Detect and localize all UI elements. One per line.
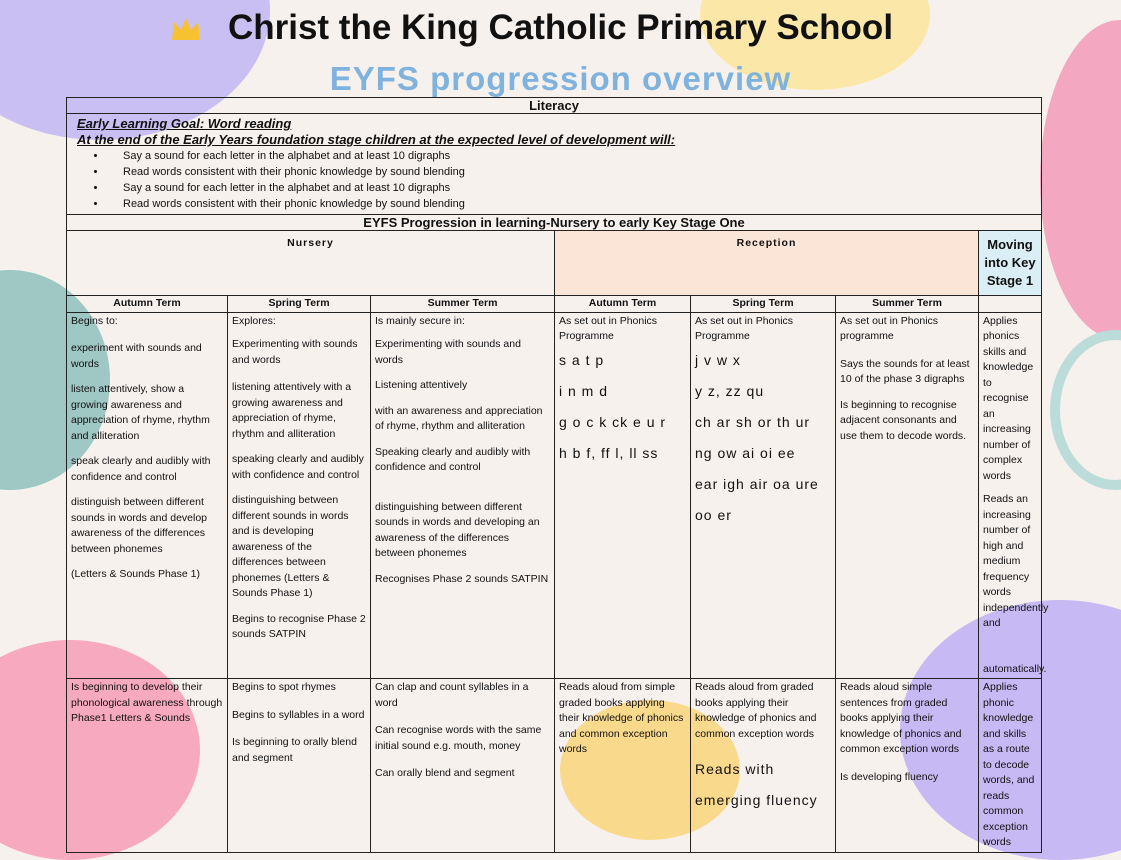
cell-text: experiment with sounds and words: [71, 342, 202, 370]
goal-heading: Early Learning Goal: Word reading: [77, 116, 292, 131]
progression-heading: EYFS Progression in learning-Nursery to early Key Stage One: [67, 215, 1042, 231]
term-header: Autumn Term: [555, 296, 691, 313]
progression-row-2: [67, 679, 1042, 853]
cell-text: ear igh air oa ure: [695, 475, 819, 492]
progression-cell: [691, 679, 836, 853]
progression-cell: [555, 679, 691, 853]
cell-text: Reads aloud from simple graded books applying their knowledge of phonics and common exception words: [559, 681, 684, 755]
cell-text: g o c k ck e u r: [559, 413, 667, 430]
cell-text: ch ar sh or th ur: [695, 413, 811, 430]
term-header: Spring Term: [228, 296, 371, 313]
progression-table: [66, 97, 1049, 853]
cell-text: Can clap and count syllables in a word: [375, 681, 529, 709]
cell-text: distinguish between different sounds in words and develop awareness of the differences between phonemes: [71, 496, 208, 555]
progression-cell: [979, 312, 1049, 679]
progression-table-container: [66, 97, 1049, 853]
cell-text: y z, zz qu: [695, 382, 765, 399]
cell-text: j v w x: [695, 351, 741, 368]
progression-cell: [67, 679, 228, 853]
cell-text: Speaking clearly and audibly with confidence and control: [375, 445, 531, 473]
term-header: Autumn Term: [67, 296, 228, 313]
cell-text: As set out in Phonics Programme: [695, 314, 794, 342]
goal-section: [67, 114, 1042, 215]
cell-text: Applies phonic knowledge and skills as a route to decode words, and reads common exception words: [983, 681, 1035, 848]
cell-text: (Letters & Sounds Phase 1): [71, 568, 200, 580]
cell-text: with an awareness and appreciation of rhyme, rhythm and alliteration: [375, 404, 543, 432]
cell-text: listening attentively with a growing awareness and appreciation of rhyme, rhythm and alliteration: [232, 381, 352, 440]
cell-text: i n m d: [559, 382, 609, 399]
cell-text: Reads with emerging fluency: [695, 761, 818, 808]
progression-cell: [67, 312, 228, 679]
term-header-blank: [979, 296, 1042, 313]
progression-cell: [979, 679, 1042, 853]
progression-cell: [228, 312, 371, 679]
stage-reception: Reception: [555, 231, 979, 296]
goal-bullet-list: [77, 148, 1031, 212]
cell-text: distinguishing between different sounds in words and is developing awareness of the differences between phonemes (Letters & Sounds Phase 1): [232, 494, 349, 599]
page-title: Christ the King Catholic Primary School: [227, 8, 894, 47]
cell-text: Begins to spot rhymes: [232, 681, 336, 693]
cell-text: s a t p: [559, 351, 605, 368]
cell-text: Recognises Phase 2 sounds SATPIN: [375, 572, 549, 585]
cell-text: Can orally blend and segment: [375, 767, 515, 779]
cell-text: h b f, ff l, ll ss: [559, 444, 659, 461]
term-header-row: [67, 296, 1042, 313]
progression-cell: [371, 679, 555, 853]
progression-cell: [836, 679, 979, 853]
goal-bullet: • Say a sound for each letter in the alphabet and at least 10 digraphs: [107, 148, 1031, 164]
progression-cell: [228, 679, 371, 853]
cell-text: Experimenting with sounds and words: [375, 338, 521, 366]
cell-text: speaking clearly and audibly with confidence and control: [232, 453, 364, 481]
term-header: Summer Term: [371, 296, 555, 313]
goal-bullet: • Read words consistent with their phonic knowledge by sound blending: [107, 196, 1031, 212]
goal-bullet: • Read words consistent with their phonic knowledge by sound blending: [107, 164, 1031, 180]
term-header: Spring Term: [691, 296, 836, 313]
progression-cell: [555, 312, 691, 679]
cell-text: Listening attentively: [375, 379, 468, 391]
cell-text: Reads an increasing number of high and medium frequency words independently and: [983, 493, 1049, 629]
progression-cell: [691, 312, 836, 679]
page-subtitle: EYFS progression overview: [329, 60, 792, 97]
cell-text: Experimenting with sounds and words: [232, 338, 358, 366]
cell-text: Explores:: [232, 314, 276, 327]
cell-text: Applies phonics skills and knowledge to recognise an increasing number of complex words: [983, 314, 1034, 482]
cell-text: ng ow ai oi ee: [695, 444, 796, 461]
cell-text: Begins to:: [71, 314, 118, 327]
cell-text: Is developing fluency: [840, 770, 939, 783]
cell-text: Can recognise words with the same initial sound e.g. mouth, money: [375, 724, 542, 752]
cell-text: listen attentively, show a growing awareness and appreciation of rhyme, rhythm and alliteration: [71, 383, 210, 442]
stage-nursery: Nursery: [67, 231, 555, 296]
cell-text: Is beginning to develop their phonological awareness through Phase1 Letters & Sounds: [71, 681, 223, 724]
progression-row-1: [67, 312, 1042, 679]
cell-text: Reads aloud from graded books applying their knowledge of phonics and common exception words: [695, 681, 817, 740]
cell-text: oo er: [695, 506, 732, 523]
progression-cell: [836, 312, 979, 679]
cell-text: Is beginning to orally blend and segment: [232, 736, 357, 764]
cell-text: As set out in Phonics programme: [840, 314, 939, 342]
cell-text: Is mainly secure in:: [375, 314, 465, 327]
goal-bullet: • Say a sound for each letter in the alphabet and at least 10 digraphs: [107, 180, 1031, 196]
cell-text: Says the sounds for at least 10 of the phase 3 digraphs: [840, 357, 970, 385]
goal-intro: At the end of the Early Years foundation stage children at the expected level of development will:: [77, 132, 676, 147]
progression-cell: [371, 312, 555, 679]
cell-text: Reads aloud simple sentences from graded books applying their knowledge of phonics and common exception words: [840, 681, 962, 755]
cell-text: Begins to syllables in a word: [232, 708, 365, 721]
subject-heading: Literacy: [67, 98, 1042, 114]
cell-text: automatically.: [983, 662, 1047, 675]
cell-text: distinguishing between different sounds in words and developing an awareness of the differences between phonemes: [375, 500, 540, 559]
term-header: Summer Term: [836, 296, 979, 313]
cell-text: Begins to recognise Phase 2 sounds SATPIN: [232, 612, 366, 640]
cell-text: As set out in Phonics Programme: [559, 314, 658, 342]
decor-ring-teal-right: [1050, 330, 1121, 490]
stage-ks1: Moving into Key Stage 1: [979, 231, 1042, 296]
cell-text: speak clearly and audibly with confidence and control: [71, 455, 211, 483]
cell-text: Is beginning to recognise adjacent consonants and use them to decode words.: [840, 398, 967, 442]
